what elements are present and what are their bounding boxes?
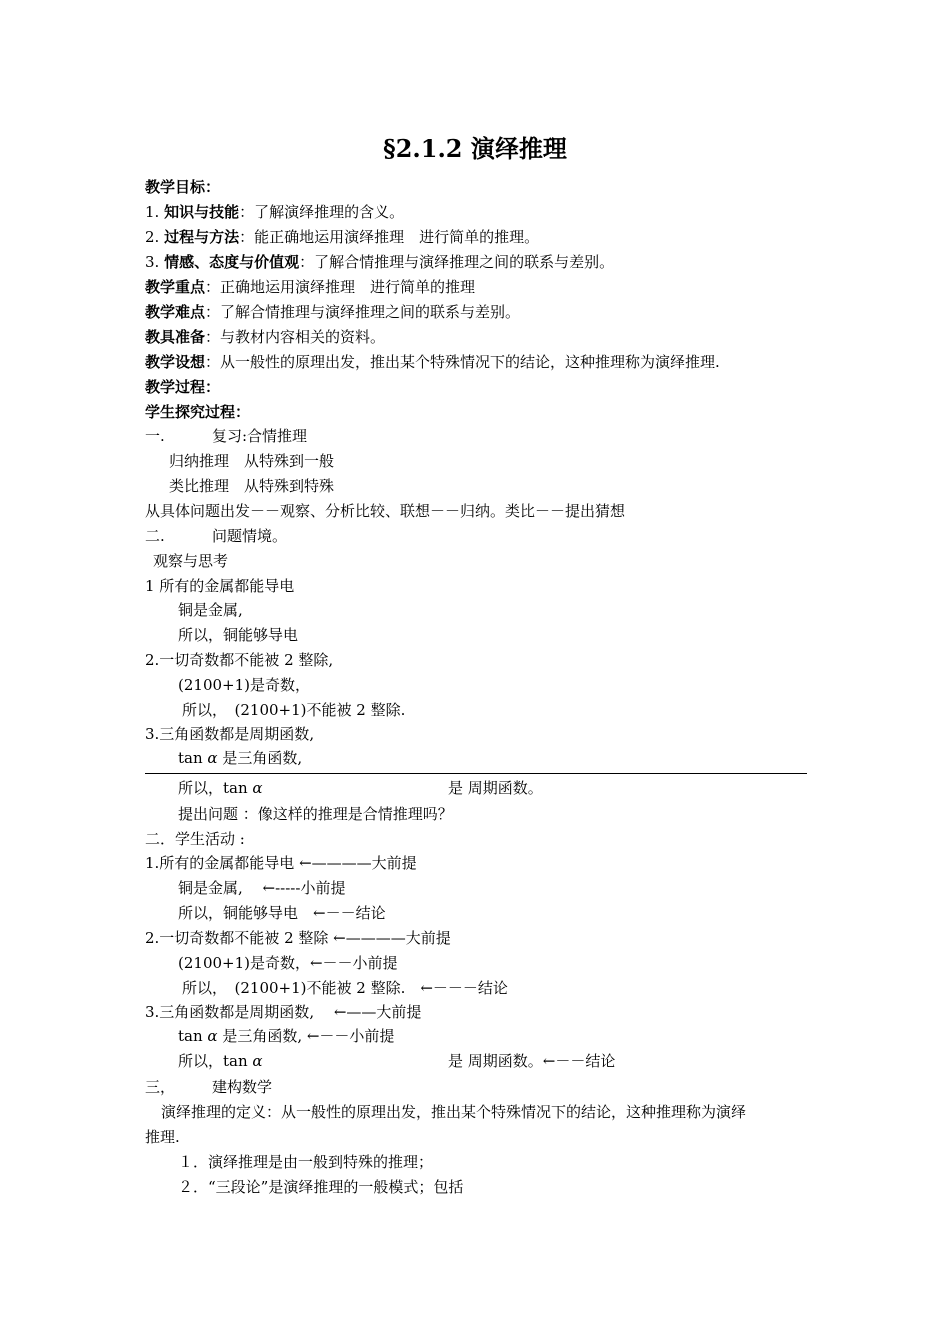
activity-2-minor: (2100+1)是奇数，←－－小前提 [178,954,398,972]
objective-1 [145,202,404,222]
objective-3 [145,252,614,272]
activity-3-minor [178,1026,394,1046]
activity-2-major: 2.一切奇数都不能被 2 整除 ←————大前提 [145,929,451,947]
horizontal-rule [145,773,807,774]
example-3-minor-pre: tan [178,749,208,767]
activity-3-conclusion-pre: 所以，tan [178,1052,253,1070]
objective-2-num: 2. [145,228,165,246]
objective-2-text: ：能正确地运用演绎推理 进行简单的推理。 [239,228,540,246]
example-3-conclusion-post: 是 周期函数。 [448,779,543,797]
alpha-symbol: α [207,749,218,767]
objectives-heading: 教学目标： [145,178,221,196]
activity-1-minor: 铜是金属, ←-----小前提 [178,879,346,897]
key-point-text: ：正确地运用演绎推理 进行简单的推理 [205,278,476,296]
construct-number: 三， [145,1078,176,1096]
example-2-major: 2.一切奇数都不能被 2 整除, [145,651,334,669]
example-3-conclusion-pre: 所以，tan [178,779,253,797]
materials-text: ：与教材内容相关的资料。 [205,328,386,346]
activity-3-major: 3.三角函数都是周期函数, ←——大前提 [145,1003,422,1021]
example-2-minor: (2100+1)是奇数， [178,676,310,694]
key-point-label: 教学重点 [145,278,206,296]
activity-1-conclusion: 所以，铜能够导电 ←－－结论 [178,904,386,922]
definition-line-1: 演绎推理的定义：从一般性的原理出发，推出某个特殊情况下的结论，这种推理称为演绎 [161,1103,747,1121]
activity-heading: 二．学生活动 : [145,830,245,848]
objective-2-label: 过程与方法 [164,228,240,246]
alpha-symbol: α [252,779,263,797]
point-1: １．演绎推理是由一般到特殊的推理； [178,1153,434,1171]
objective-3-num: 3. [145,253,165,271]
example-3-conclusion [178,778,263,798]
review-induction: 归纳推理 从特殊到一般 [169,452,335,470]
design-text: ：从一般性的原理出发，推出某个特殊情况下的结论，这种推理称为演绎推理. [205,353,720,371]
construct-title: 建构数学 [212,1078,273,1096]
question: 提出问题 ：像这样的推理是合情推理吗？ [178,805,453,823]
example-3-minor-post: 是三角函数, [217,749,303,767]
alpha-symbol: α [252,1052,263,1070]
example-3-major: 3.三角函数都是周期函数, [145,725,315,743]
review-title: 复习:合情推理 [212,427,308,445]
situation-number: 二. [145,527,165,545]
activity-3-conclusion [178,1051,263,1071]
review-summary: 从具体问题出发－－观察、分析比较、联想－－归纳。类比－－提出猜想 [145,502,626,520]
explore-heading: 学生探究过程： [145,403,251,421]
difficulty-label: 教学难点 [145,303,206,321]
objective-3-text: ：了解合情推理与演绎推理之间的联系与差别。 [299,253,615,271]
activity-2-conclusion: 所以， (2100+1)不能被 2 整除. ←－－－结论 [182,979,508,997]
example-1-minor: 铜是金属, [178,601,243,619]
process-heading: 教学过程： [145,378,221,396]
design [145,352,720,372]
activity-3-minor-pre: tan [178,1027,208,1045]
objective-1-num: 1. [145,203,165,221]
materials [145,327,385,347]
objective-1-label: 知识与技能 [164,203,240,221]
activity-3-conclusion-post: 是 周期函数。←－－结论 [448,1052,616,1070]
objective-1-text: ：了解演绎推理的含义。 [239,203,405,221]
example-1-major: 1 所有的金属都能导电 [145,577,295,595]
activity-3-minor-post: 是三角函数, ←－－小前提 [217,1027,395,1045]
alpha-symbol: α [207,1027,218,1045]
activity-1-major: 1.所有的金属都能导电 ←————大前提 [145,854,417,872]
page-title: §2.1.2 演绎推理 [383,134,567,163]
definition-line-2: 推理. [145,1128,180,1146]
difficulty [145,302,520,322]
design-label: 教学设想 [145,353,206,371]
example-1-conclusion: 所以，铜能够导电 [178,626,299,644]
difficulty-text: ：了解合情推理与演绎推理之间的联系与差别。 [205,303,521,321]
review-number: 一. [145,427,165,445]
key-point [145,277,475,297]
example-3-minor [178,748,302,768]
situation-observe: 观察与思考 [153,552,229,570]
review-analogy: 类比推理 从特殊到特殊 [169,477,335,495]
example-2-conclusion: 所以， (2100+1)不能被 2 整除. [182,701,406,719]
materials-label: 教具准备 [145,328,206,346]
objective-3-label: 情感、态度与价值观 [164,253,300,271]
point-2: ２．“三段论”是演绎推理的一般模式；包括 [178,1178,464,1196]
objective-2 [145,227,539,247]
situation-title: 问题情境。 [212,527,288,545]
